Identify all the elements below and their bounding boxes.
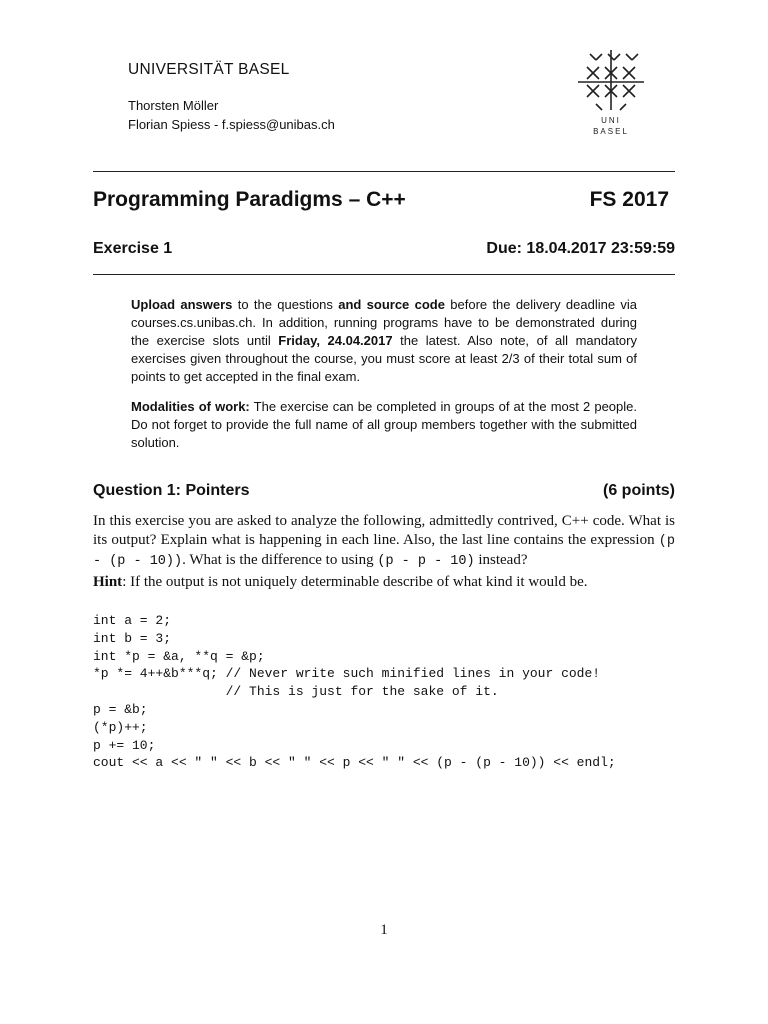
author-spiess: Florian Spiess - f.spiess@unibas.ch: [128, 117, 335, 132]
course-title: Programming Paradigms – C++: [93, 188, 406, 211]
question-text-part: In this exercise you are asked to analyze the following, admittedly contrived, C++ code. What is its output? Explain what is happening in each line. Also, the last line contains the expression: [93, 513, 675, 548]
logo-text-uni: UNI: [601, 116, 621, 125]
hint-label: Hint: [93, 574, 123, 590]
hint: [93, 573, 675, 591]
question-points: (6 points): [603, 482, 675, 499]
notice-text: the latest. Also note, of all mandatory exercises given throughout the course, you must score at least 2/3 of their total sum of points to get accepted in the final exam.: [131, 333, 637, 384]
hint-text: : If the output is not uniquely determinable describe of what kind it would be.: [122, 574, 588, 590]
university-basel-logo: [576, 50, 646, 138]
question-title: Question 1: Pointers: [93, 482, 250, 499]
header-rule-top: [93, 171, 675, 172]
modalities-label: Modalities of work:: [131, 399, 250, 414]
submission-notice: [131, 296, 637, 386]
notice-bold: and source code: [338, 297, 445, 312]
notice-text: before the delivery deadline via courses.cs.unibas.ch. In addition, running programs have to be demonstrated during the exercise slots until: [131, 297, 638, 348]
semester: FS 2017: [589, 188, 669, 211]
code-listing: int a = 2; int b = 3; int *p = &a, **q = &p; *p *= 4++&b***q; // Never write such minified lines in your code! // This is just for the sake of it. p = &b; (*p)++; p += 10; cout << a << " " << b << " " << p << " " << (p - (p - 10)) << endl;: [93, 613, 616, 771]
notice-text: to the questions: [232, 297, 339, 312]
logo-text-basel: BASEL: [593, 127, 629, 136]
notice-bold: Friday, 24.04.2017: [278, 333, 393, 348]
question-text-part: instead?: [474, 552, 528, 568]
author-moller: Thorsten Möller: [128, 98, 219, 113]
notice-bold: Upload answers: [131, 297, 233, 312]
header-rule-bottom: [93, 274, 675, 275]
exercise-label: Exercise 1: [93, 240, 173, 257]
inline-code: (p - p - 10): [377, 554, 475, 569]
modalities-notice: [131, 398, 637, 452]
page-number: 1: [380, 922, 388, 938]
modalities-text: The exercise can be completed in groups of at the most 2 people. Do not forget to provide the full name of all group members together with the submitted solution.: [131, 399, 638, 450]
question-text-part: . What is the difference to using: [182, 552, 378, 568]
university-name: UNIVERSITÄT BASEL: [128, 61, 290, 78]
question-text: [93, 512, 675, 572]
inline-code: (p - (p - 10)): [93, 533, 675, 569]
due-date: Due: 18.04.2017 23:59:59: [486, 240, 675, 257]
